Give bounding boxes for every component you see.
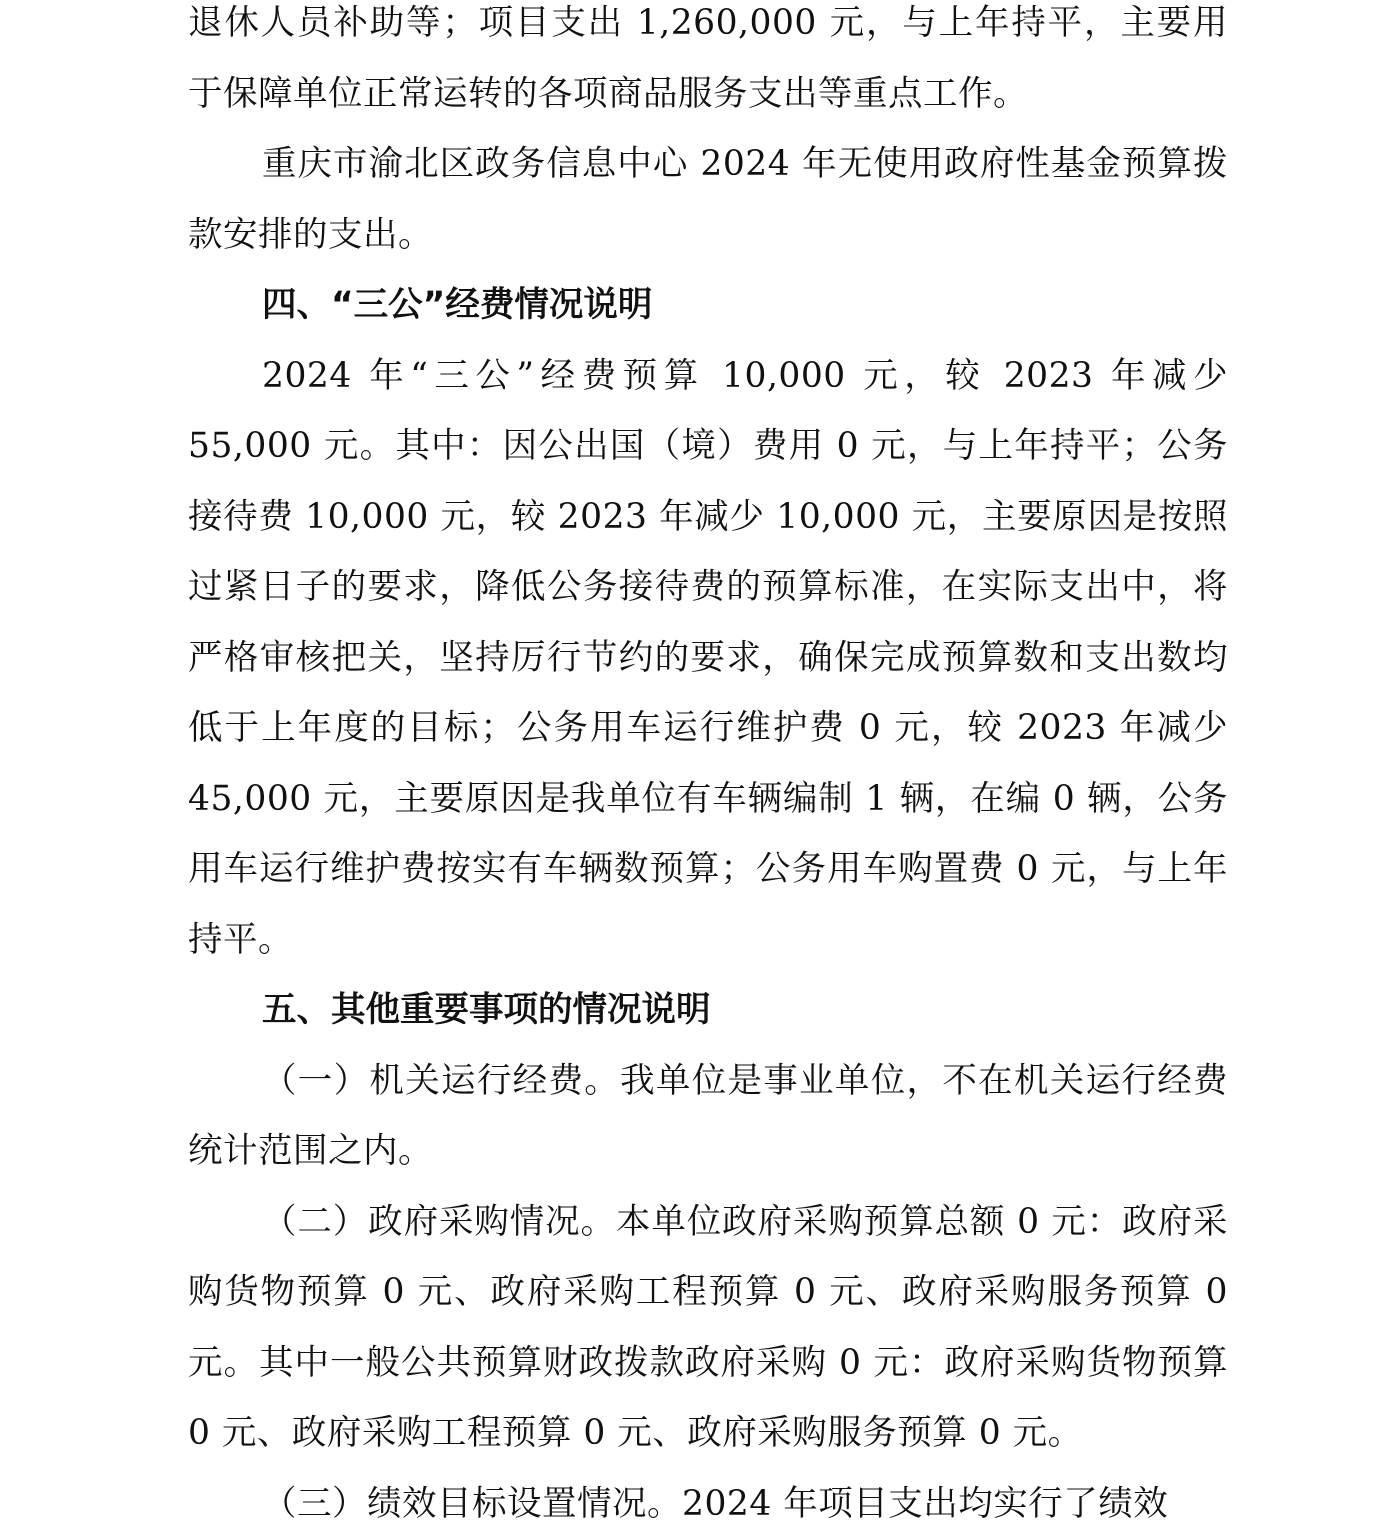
section-heading-three-public-expenses: 四、“三公”经费情况说明 [188,270,1228,341]
paragraph-government-procurement: （二）政府采购情况。本单位政府采购预算总额 0 元：政府采购货物预算 0 元、政府采购工程预算 0 元、政府采购服务预算 0 元。其中一般公共预算财政拨款政府采购 0 元：政府采购货物预算 0 元、政府采购工程预算 0 元、政府采购服务预算 0 元。 [188,1187,1228,1469]
paragraph-office-operating-costs: （一）机关运行经费。我单位是事业单位，不在机关运行经费统计范围之内。 [188,1046,1228,1187]
paragraph-government-fund-budget: 重庆市渝北区政务信息中心 2024 年无使用政府性基金预算拨款安排的支出。 [188,129,1228,270]
paragraph-staff-and-project-expenditure: 退休人员补助等；项目支出 1,260,000 元，与上年持平，主要用于保障单位正常运转的各项商品服务支出等重点工作。 [188,0,1228,129]
paragraph-performance-targets: （三）绩效目标设置情况。2024 年项目支出均实行了绩效 [188,1469,1228,1539]
paragraph-three-public-expenses: 2024 年“三公”经费预算 10,000 元，较 2023 年减少 55,000 元。其中：因公出国（境）费用 0 元，与上年持平；公务接待费 10,000 元，较 2023 年减少 10,000 元，主要原因是按照过紧日子的要求，降低公务接待费的预算标准，在实际支出中，将严格审核把关，坚持厉行节约的要求，确保完成预算数和支出数均低于上年度的目标；公务用车运行维护费 0 元，较 2023 年减少 45,000 元，主要原因是我单位有车辆编制 1 辆，在编 0 辆，公务用车运行维护费按实有车辆数预算；公务用车购置费 0 元，与上年持平。 [188,341,1228,976]
document-page [188,0,1228,1539]
section-heading-other-matters: 五、其他重要事项的情况说明 [188,975,1228,1046]
